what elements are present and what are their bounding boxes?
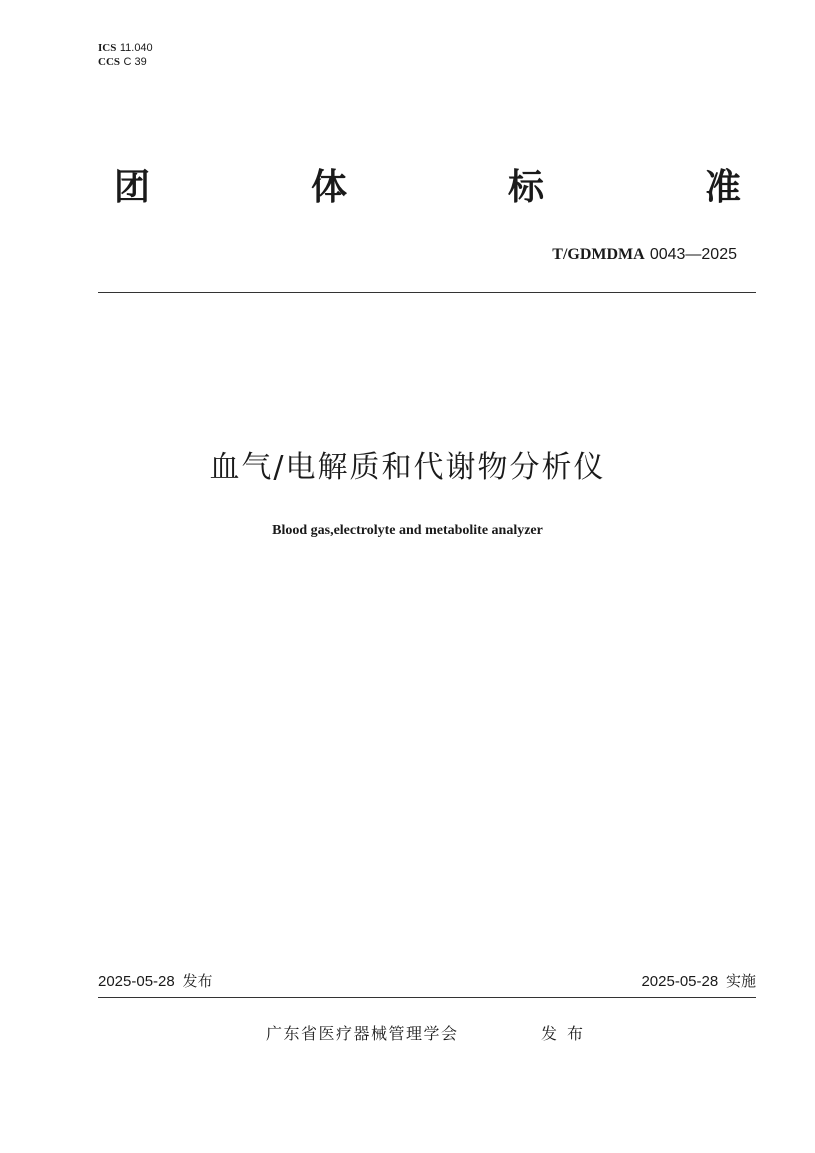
standard-type-char: 体 bbox=[310, 167, 347, 208]
ics-label: ICS bbox=[98, 42, 117, 54]
issuer-action: 发布 bbox=[541, 1024, 594, 1043]
standard-type-heading bbox=[0, 166, 815, 210]
release-date: 2025-05-28 bbox=[98, 973, 175, 990]
standard-type-char: 团 bbox=[113, 167, 150, 208]
document-title-english: Blood gas,electrolyte and metabolite analyzer bbox=[272, 523, 543, 538]
bottom-divider bbox=[98, 997, 756, 998]
ccs-code bbox=[98, 55, 153, 69]
standard-number-value: 0043—2025 bbox=[649, 246, 737, 263]
top-divider bbox=[98, 292, 756, 293]
standard-number-prefix: T/GDMDMA bbox=[552, 246, 645, 263]
release-label: 发布 bbox=[182, 972, 213, 990]
standard-type-char: 标 bbox=[507, 167, 544, 208]
issuer-line bbox=[0, 1023, 815, 1045]
implementation-date: 2025-05-28 bbox=[641, 973, 719, 990]
document-title-chinese: 血气/电解质和代谢物分析仪 bbox=[209, 450, 606, 485]
standard-type-char: 准 bbox=[704, 167, 741, 208]
ccs-value: C 39 bbox=[123, 56, 147, 68]
issuer-name: 广东省医疗器械管理学会 bbox=[266, 1024, 459, 1043]
implementation-label: 实施 bbox=[725, 972, 756, 990]
ics-code bbox=[98, 41, 153, 55]
release-date-line bbox=[98, 971, 213, 992]
standard-number bbox=[552, 244, 737, 265]
classification-codes bbox=[98, 41, 153, 69]
ccs-label: CCS bbox=[98, 56, 121, 68]
ics-value: 11.040 bbox=[119, 42, 153, 54]
implementation-date-line bbox=[641, 971, 756, 992]
